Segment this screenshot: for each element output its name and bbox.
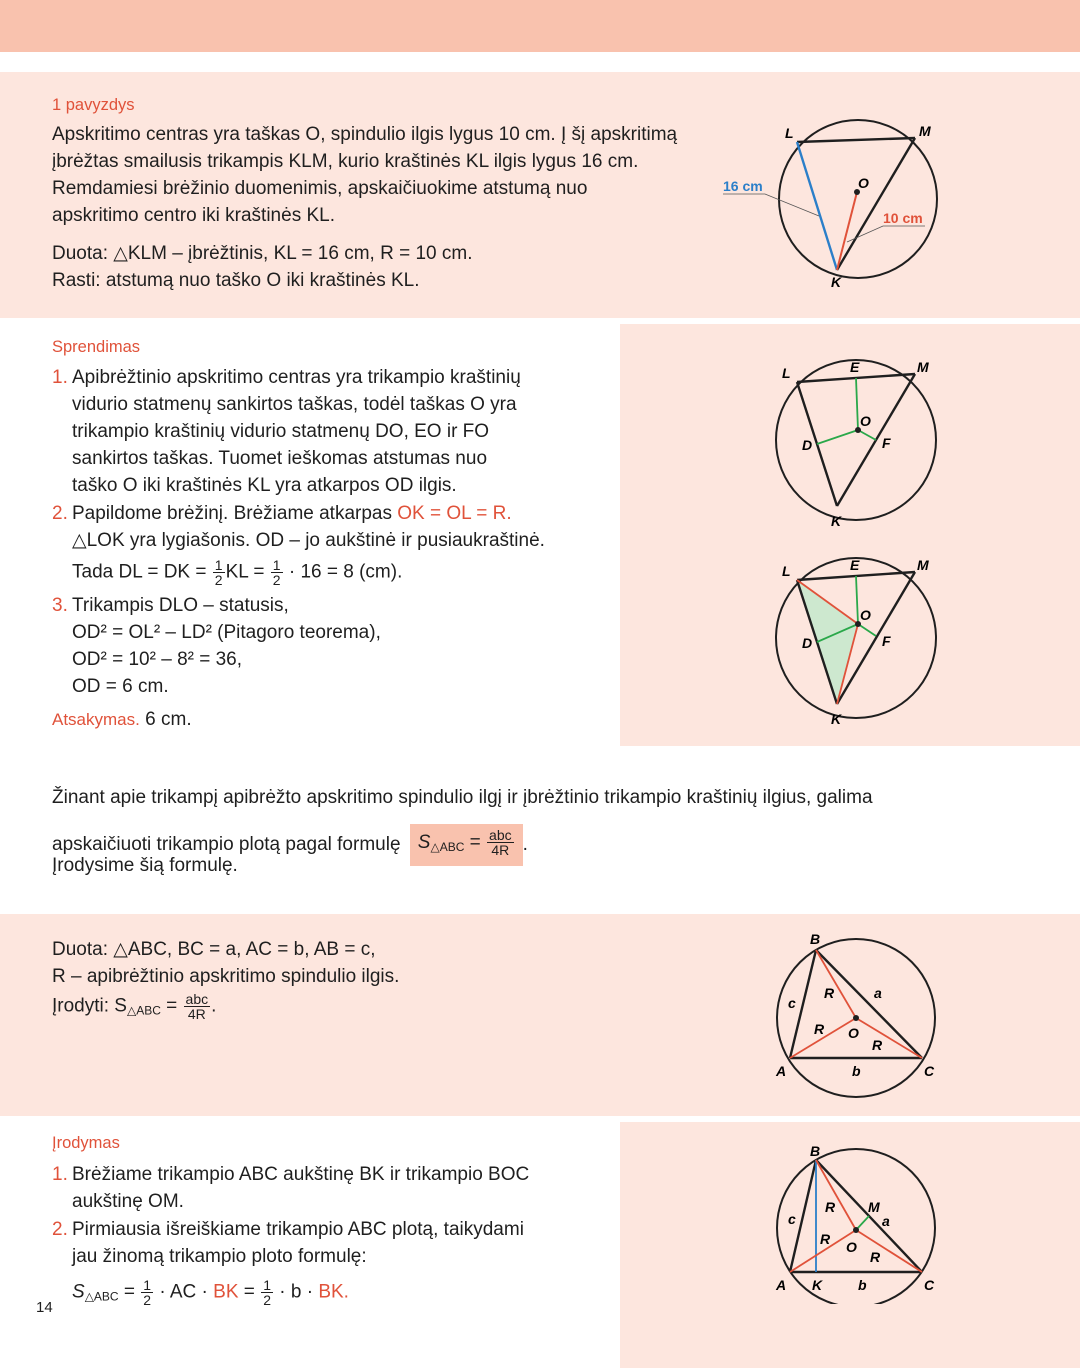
page-number: 14: [36, 1299, 53, 1316]
fig2-label-D: D: [802, 635, 813, 651]
step-2-line-3: Tada DL = DK = $\frac{1}{2}$ KL = $\frac{1}{2}$ · 16 = 8 (cm).: [72, 557, 403, 588]
proof-step-1-number: 1.: [52, 1164, 68, 1185]
solution-section: [0, 322, 1080, 746]
proof-section: [0, 1120, 1080, 1368]
given2-label-O: O: [848, 1025, 859, 1041]
step-3-line-1: 3. Trikampis DLO – statusis,: [52, 592, 289, 620]
fig2-label-K: K: [831, 711, 842, 727]
fraction-half: $\frac{1}{2}$: [272, 557, 281, 588]
fig1-label-D: D: [802, 437, 813, 453]
given2-label-a: a: [874, 985, 882, 1001]
given2-label-R1: R: [824, 985, 835, 1001]
example-label-K: K: [831, 274, 842, 290]
example-figure: [715, 112, 955, 292]
given2-label-C: C: [924, 1063, 935, 1079]
given2-label-B: B: [810, 931, 821, 947]
step-1-line-5: taško O iki kraštinės KL yra atkarpos OD ilgis.: [72, 475, 457, 496]
example-label-L: L: [785, 125, 794, 141]
step-1-line-1: 1. Apibrėžtinio apskritimo centras yra trikampio kraštinių: [52, 364, 521, 392]
proof-heading: Įrodymas: [52, 1134, 120, 1152]
given2-figure: [770, 928, 950, 1100]
proof-label-M: M: [868, 1199, 880, 1215]
example-label-r: 10 cm: [883, 210, 923, 226]
fig1-label-L: L: [782, 365, 791, 381]
step-2-line-2: △LOK yra lygiašonis. OD – jo aukštinė ir pusiaukraštinė.: [72, 530, 545, 551]
example-label-kl: 16 cm: [723, 178, 763, 194]
solution-heading: Sprendimas: [52, 338, 141, 356]
intro-line-3: Įrodysime šią formulę.: [52, 855, 238, 876]
given2-line-1: Duota: △ABC, BC = a, AC = b, AB = c,: [52, 939, 376, 960]
given2-label-R2: R: [814, 1021, 825, 1037]
fig1-label-F: F: [882, 435, 891, 451]
example-line-4: apskritimo centro iki kraštinės KL.: [52, 205, 335, 226]
proof-formula: $S_{\triangle ABC}$ = $\frac{1}{2}$ · AC · BK = $\frac{1}{2}$ · b · BK.: [72, 1277, 349, 1308]
example-section: [0, 72, 1080, 318]
step-3-number: 3.: [52, 595, 68, 616]
area-formula-box: $S_{\triangle ABC}$ = $\frac{\text{abc}}{4R}$: [410, 824, 523, 866]
example-given: Duota: △KLM – įbrėžtinis, KL = 16 cm, R = 10 cm.: [52, 243, 473, 264]
fig2-label-O: O: [860, 607, 871, 623]
fig1-label-M: M: [917, 359, 929, 375]
step-1-line-3: trikampio kraštinių vidurio statmenų DO, EO ir FO: [72, 421, 490, 442]
given2-line-2: R – apibrėžtinio apskritimo spindulio ilgis.: [52, 966, 400, 987]
given2-line-3: Įrodyti: $S_{\triangle ABC}$ = $\frac{\text{abc}}{4R}$ .: [52, 991, 217, 1022]
solution-figure-1: [760, 348, 950, 534]
given-section: [0, 914, 1080, 1116]
fig1-label-O: O: [860, 413, 871, 429]
proof-figure: [770, 1144, 950, 1304]
proof-label-O: O: [846, 1239, 857, 1255]
fig2-label-M: M: [917, 557, 929, 573]
proof-step-1-line-2: aukštinę OM.: [72, 1191, 184, 1212]
proof-label-R1: R: [825, 1199, 836, 1215]
step-2-line-1: 2. Papildome brėžinį. Brėžiame atkarpas OK = OL = R.: [52, 500, 512, 528]
proof-label-B: B: [810, 1144, 821, 1159]
proof-label-K: K: [812, 1277, 823, 1293]
page-header-band: [0, 0, 1080, 52]
proof-label-b: b: [858, 1277, 867, 1293]
fig2-label-E: E: [850, 557, 860, 573]
proof-step-2-line-1: 2. Pirmiausia išreiškiame trikampio ABC plotą, taikydami: [52, 1216, 524, 1244]
intro-section: [0, 766, 1080, 894]
proof-step-2-number: 2.: [52, 1219, 68, 1240]
step-1-line-4: sankirtos taškas. Tuomet ieškomas atstumas nuo: [72, 448, 488, 469]
given2-label-c: c: [788, 995, 796, 1011]
example-label-M: M: [919, 123, 931, 139]
example-line-1: Apskritimo centras yra taškas O, spindulio ilgis lygus 10 cm. Į šį apskritimą: [52, 124, 678, 145]
example-label-O: O: [858, 175, 869, 191]
proof-label-R2: R: [820, 1231, 831, 1247]
fig1-label-K: K: [831, 513, 842, 529]
fig1-label-E: E: [850, 359, 860, 375]
proof-label-c: c: [788, 1211, 796, 1227]
proof-step-1-line-1: 1. Brėžiame trikampio ABC aukštinę BK ir trikampio BOC: [52, 1161, 529, 1189]
fig2-label-F: F: [882, 633, 891, 649]
example-line-3: Remdamiesi brėžinio duomenimis, apskaičiuokime atstumą nuo: [52, 178, 588, 199]
intro-line-2: apskaičiuoti trikampio plotą pagal formulę $S_{\triangle ABC}$ = $\frac{\text{abc}}{4R}$ .: [52, 824, 528, 866]
step-2-number: 2.: [52, 503, 68, 524]
answer: Atsakymas. 6 cm.: [52, 709, 192, 730]
proof-step-2-line-2: jau žinomą trikampio ploto formulę:: [72, 1246, 367, 1267]
fraction-half: $\frac{1}{2}$: [214, 557, 223, 588]
given2-label-R3: R: [872, 1037, 883, 1053]
given2-label-b: b: [852, 1063, 861, 1079]
proof-label-R3: R: [870, 1249, 881, 1265]
proof-label-A: A: [776, 1277, 787, 1293]
step-3-line-3: OD² = 10² – 8² = 36,: [72, 649, 243, 670]
example-find: Rasti: atstumą nuo taško O iki kraštinės KL.: [52, 270, 420, 291]
step-1-number: 1.: [52, 367, 68, 388]
example-line-2: įbrėžtas smailusis trikampis KLM, kurio kraštinės KL ilgis lygus 16 cm.: [52, 151, 639, 172]
fig2-label-L: L: [782, 563, 791, 579]
proof-label-C: C: [924, 1277, 935, 1293]
given2-label-A: A: [776, 1063, 787, 1079]
solution-figure-2: [760, 546, 950, 732]
proof-label-a: a: [882, 1213, 890, 1229]
example-heading: 1 pavyzdys: [52, 96, 135, 114]
step-3-line-2: OD² = OL² – LD² (Pitagoro teorema),: [72, 622, 381, 643]
intro-line-1: Žinant apie trikampį apibrėžto apskritimo spindulio ilgį ir įbrėžtinio trikampio kraštinių ilgius, galima: [52, 787, 873, 808]
step-3-line-4: OD = 6 cm.: [72, 676, 169, 697]
step-1-line-2: vidurio statmenų sankirtos taškas, todėl taškas O yra: [72, 394, 517, 415]
